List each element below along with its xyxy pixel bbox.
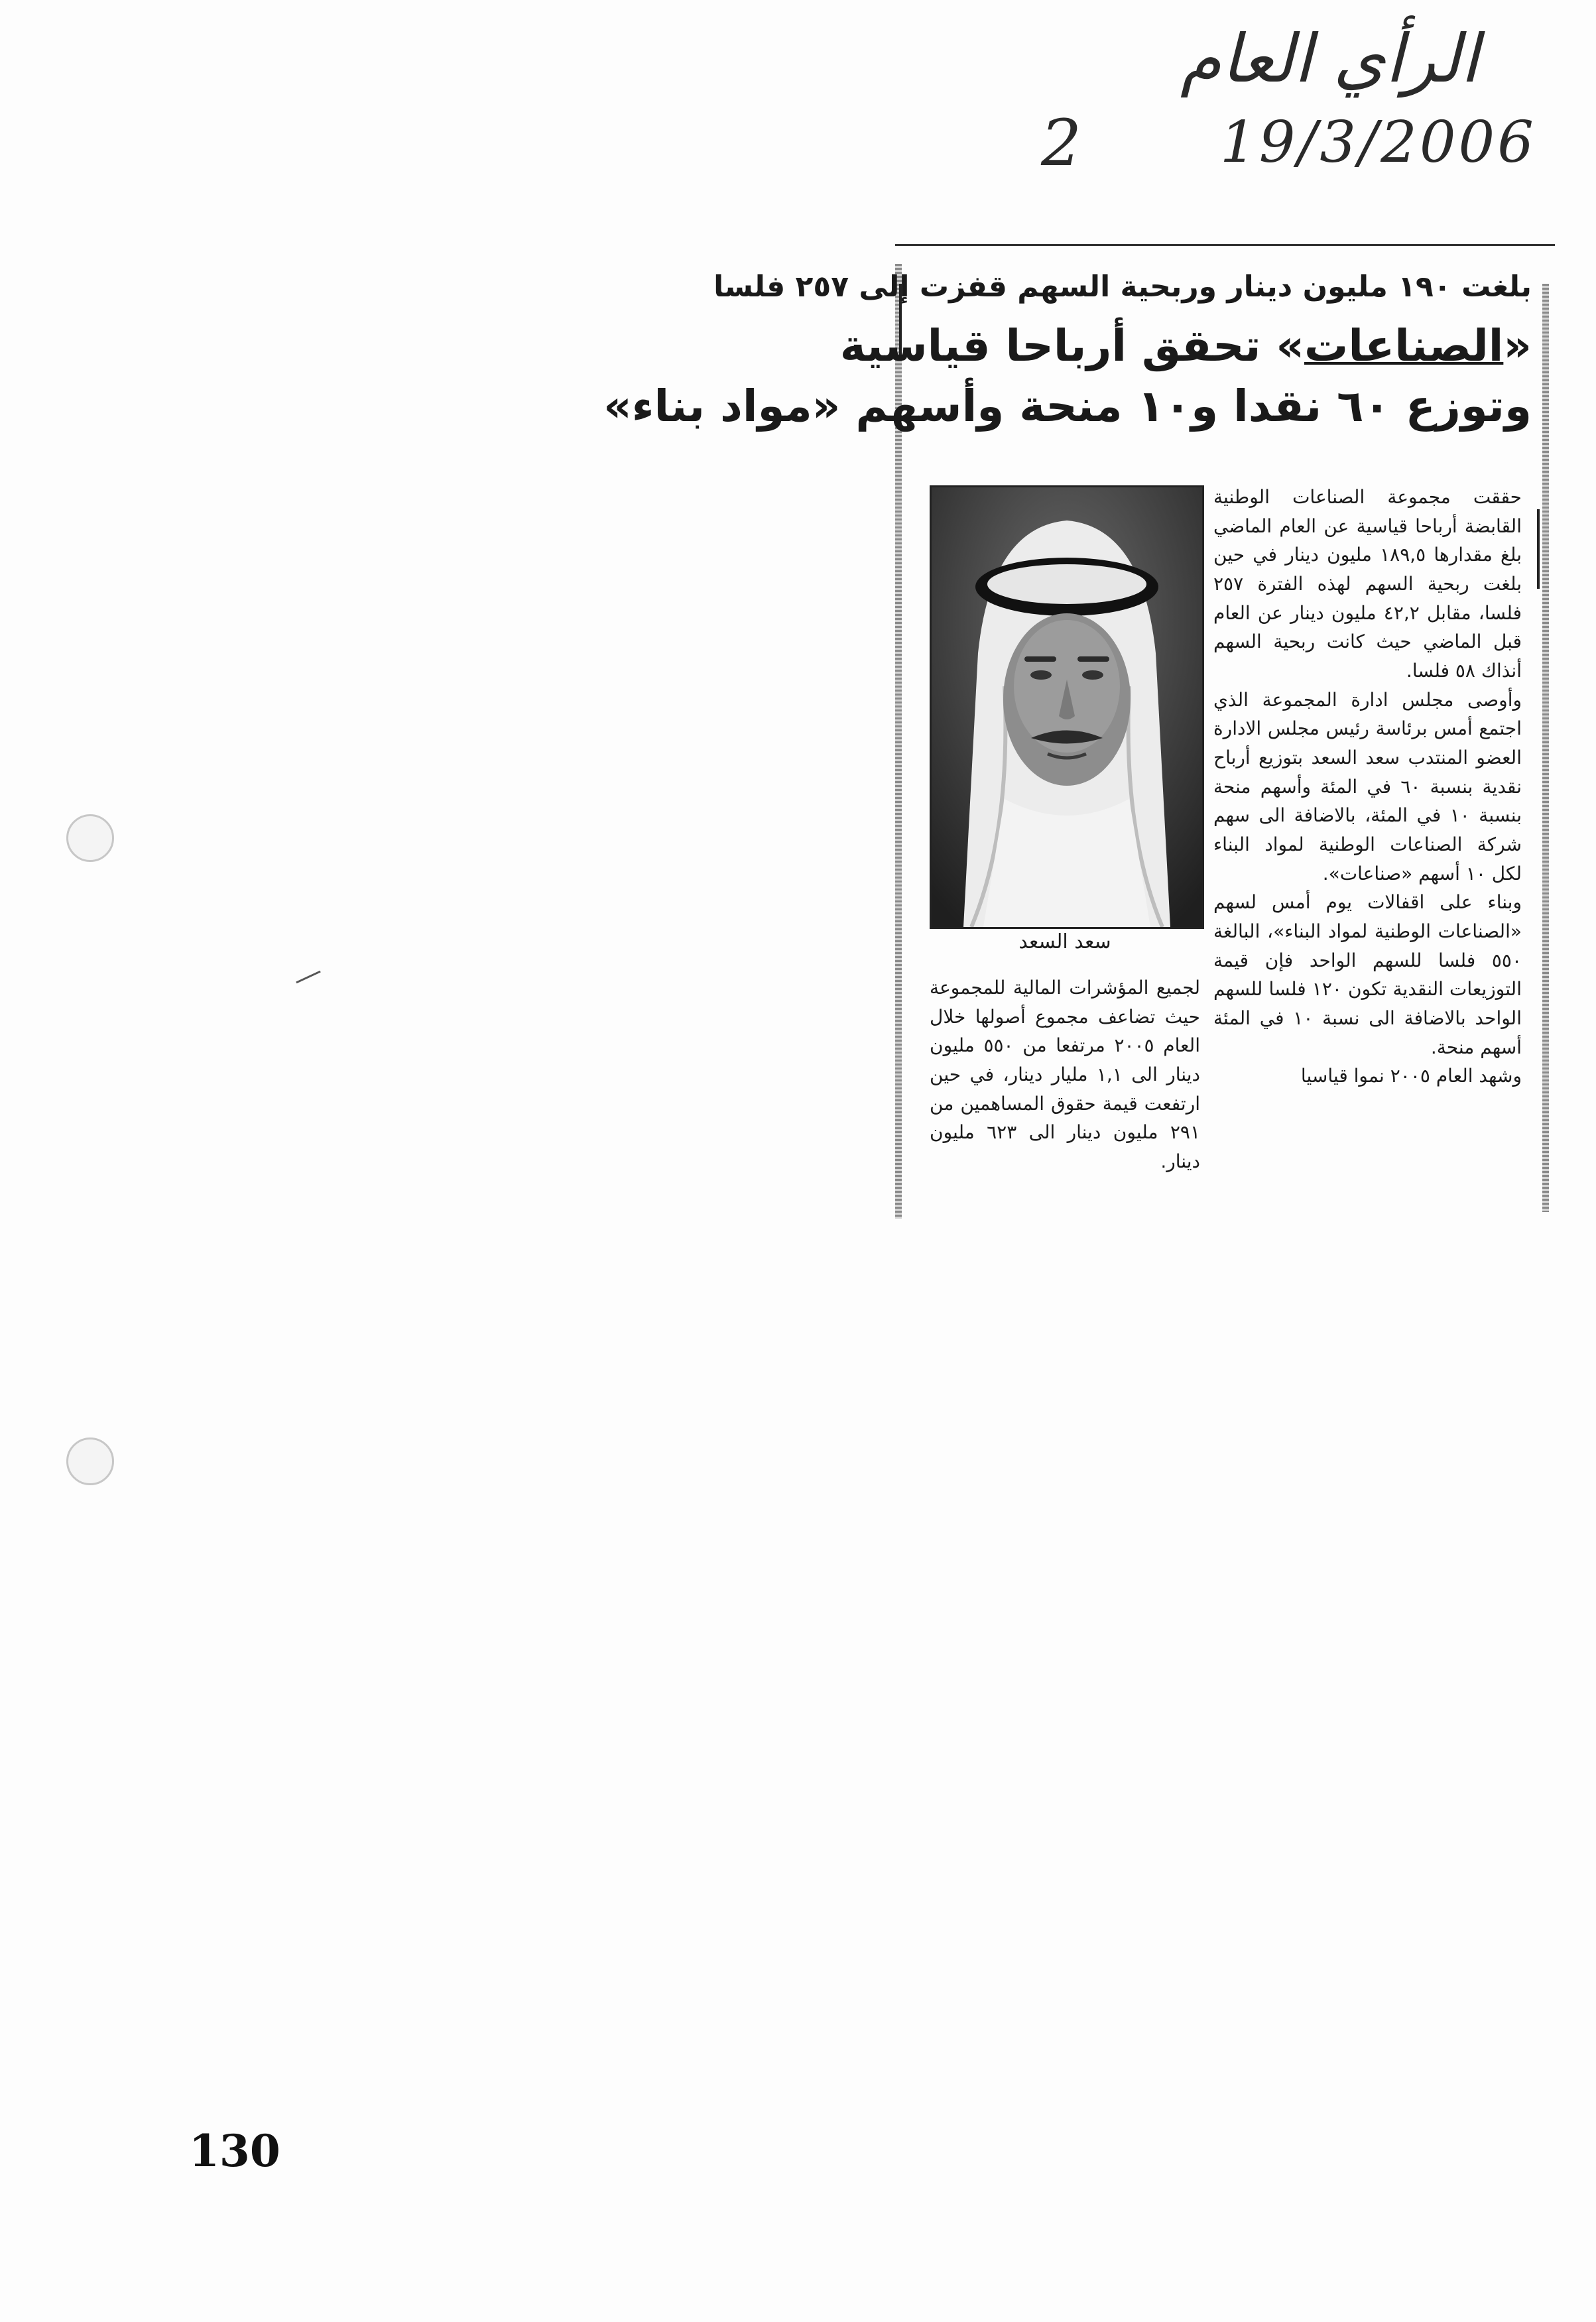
portrait-photo <box>930 485 1204 929</box>
article-kicker: بلغت ١٩٠ مليون دينار وربحية السهم قفزت إلى ٢٥٧ فلسا <box>713 270 1532 304</box>
headline-block <box>603 270 1532 432</box>
punch-hole-top <box>66 814 114 862</box>
clipping-right-border <box>1542 284 1549 1212</box>
article-headline-line-2: وتوزع ٦٠ نقدا و١٠ منحة وأسهم «مواد بناء» <box>603 381 1532 432</box>
handwritten-source-note: الرأي العام <box>1180 20 1479 97</box>
newspaper-clipping <box>603 244 1555 1239</box>
headline-quote-open: « <box>1503 320 1532 371</box>
clipping-top-rule <box>895 244 1555 246</box>
article-paragraph: وشهد العام ٢٠٠٥ نموا قياسيا <box>1300 1065 1522 1087</box>
margin-bracket-mark <box>1537 509 1540 589</box>
article-paragraph: حققت مجموعة الصناعات الوطنية القابضة أرباحا قياسية عن العام الماضي بلغ مقدارها ١٨٩,٥ مليون دينار في حين بلغت ربحية السهم لهذه الفترة ٢٥٧ فلسا، مقابل ٤٢,٢ مليون دينار عن العام قبل الماضي حيث كانت ربحية السهم أنذاك ٥٨ فلسا. <box>1213 486 1522 682</box>
article-column-left <box>930 973 1200 1176</box>
stray-pen-mark <box>296 971 321 984</box>
handwritten-number-note: 2 <box>1041 106 1082 180</box>
portrait-illustration <box>932 487 1202 927</box>
headline-company-name: الصناعات <box>1304 320 1504 371</box>
article-paragraph: وبناء على اقفالات يوم أمس لسهم «الصناعات الوطنية لمواد البناء»، البالغة ٥٥٠ فلسا للسهم الواحد فإن قيمة التوزيعات النقدية تكون ١٢٠ فلسا للسهم الواحد بالاضافة الى نسبة ١٠ في المئة أسهم منحة. <box>1213 891 1522 1058</box>
photo-caption: سعد السعد <box>1018 930 1111 953</box>
punch-hole-bottom <box>66 1437 114 1485</box>
handwritten-date-note: 19/3/2006 <box>1220 109 1536 176</box>
page-number: 130 <box>189 2125 280 2177</box>
article-headline-line-1 <box>839 320 1532 372</box>
headline-line-1-rest: » تحقق أرباحا قياسية <box>839 320 1304 371</box>
article-paragraph: وأوصى مجلس ادارة المجموعة الذي اجتمع أمس برئاسة رئيس مجلس الادارة العضو المنتدب سعد السعد بتوزيع أرباح نقدية بنسبة ٦٠ في المئة وأسهم منحة بنسبة ١٠ في المئة، بالاضافة الى سهم شركة الصناعات الوطنية لمواد البناء لكل ١٠ أسهم «صناعات». <box>1213 688 1522 885</box>
article-column-right <box>1213 483 1522 1091</box>
article-paragraph: لجميع المؤشرات المالية للمجموعة حيث تضاعف مجموع أصولها خلال العام ٢٠٠٥ مرتفعا من ٥٥٠ مليون دينار الى ١,١ مليار دينار، في حين ارتفعت قيمة حقوق المساهمين من ٢٩١ مليون دينار الى ٦٢٣ مليون دينار. <box>930 977 1200 1173</box>
